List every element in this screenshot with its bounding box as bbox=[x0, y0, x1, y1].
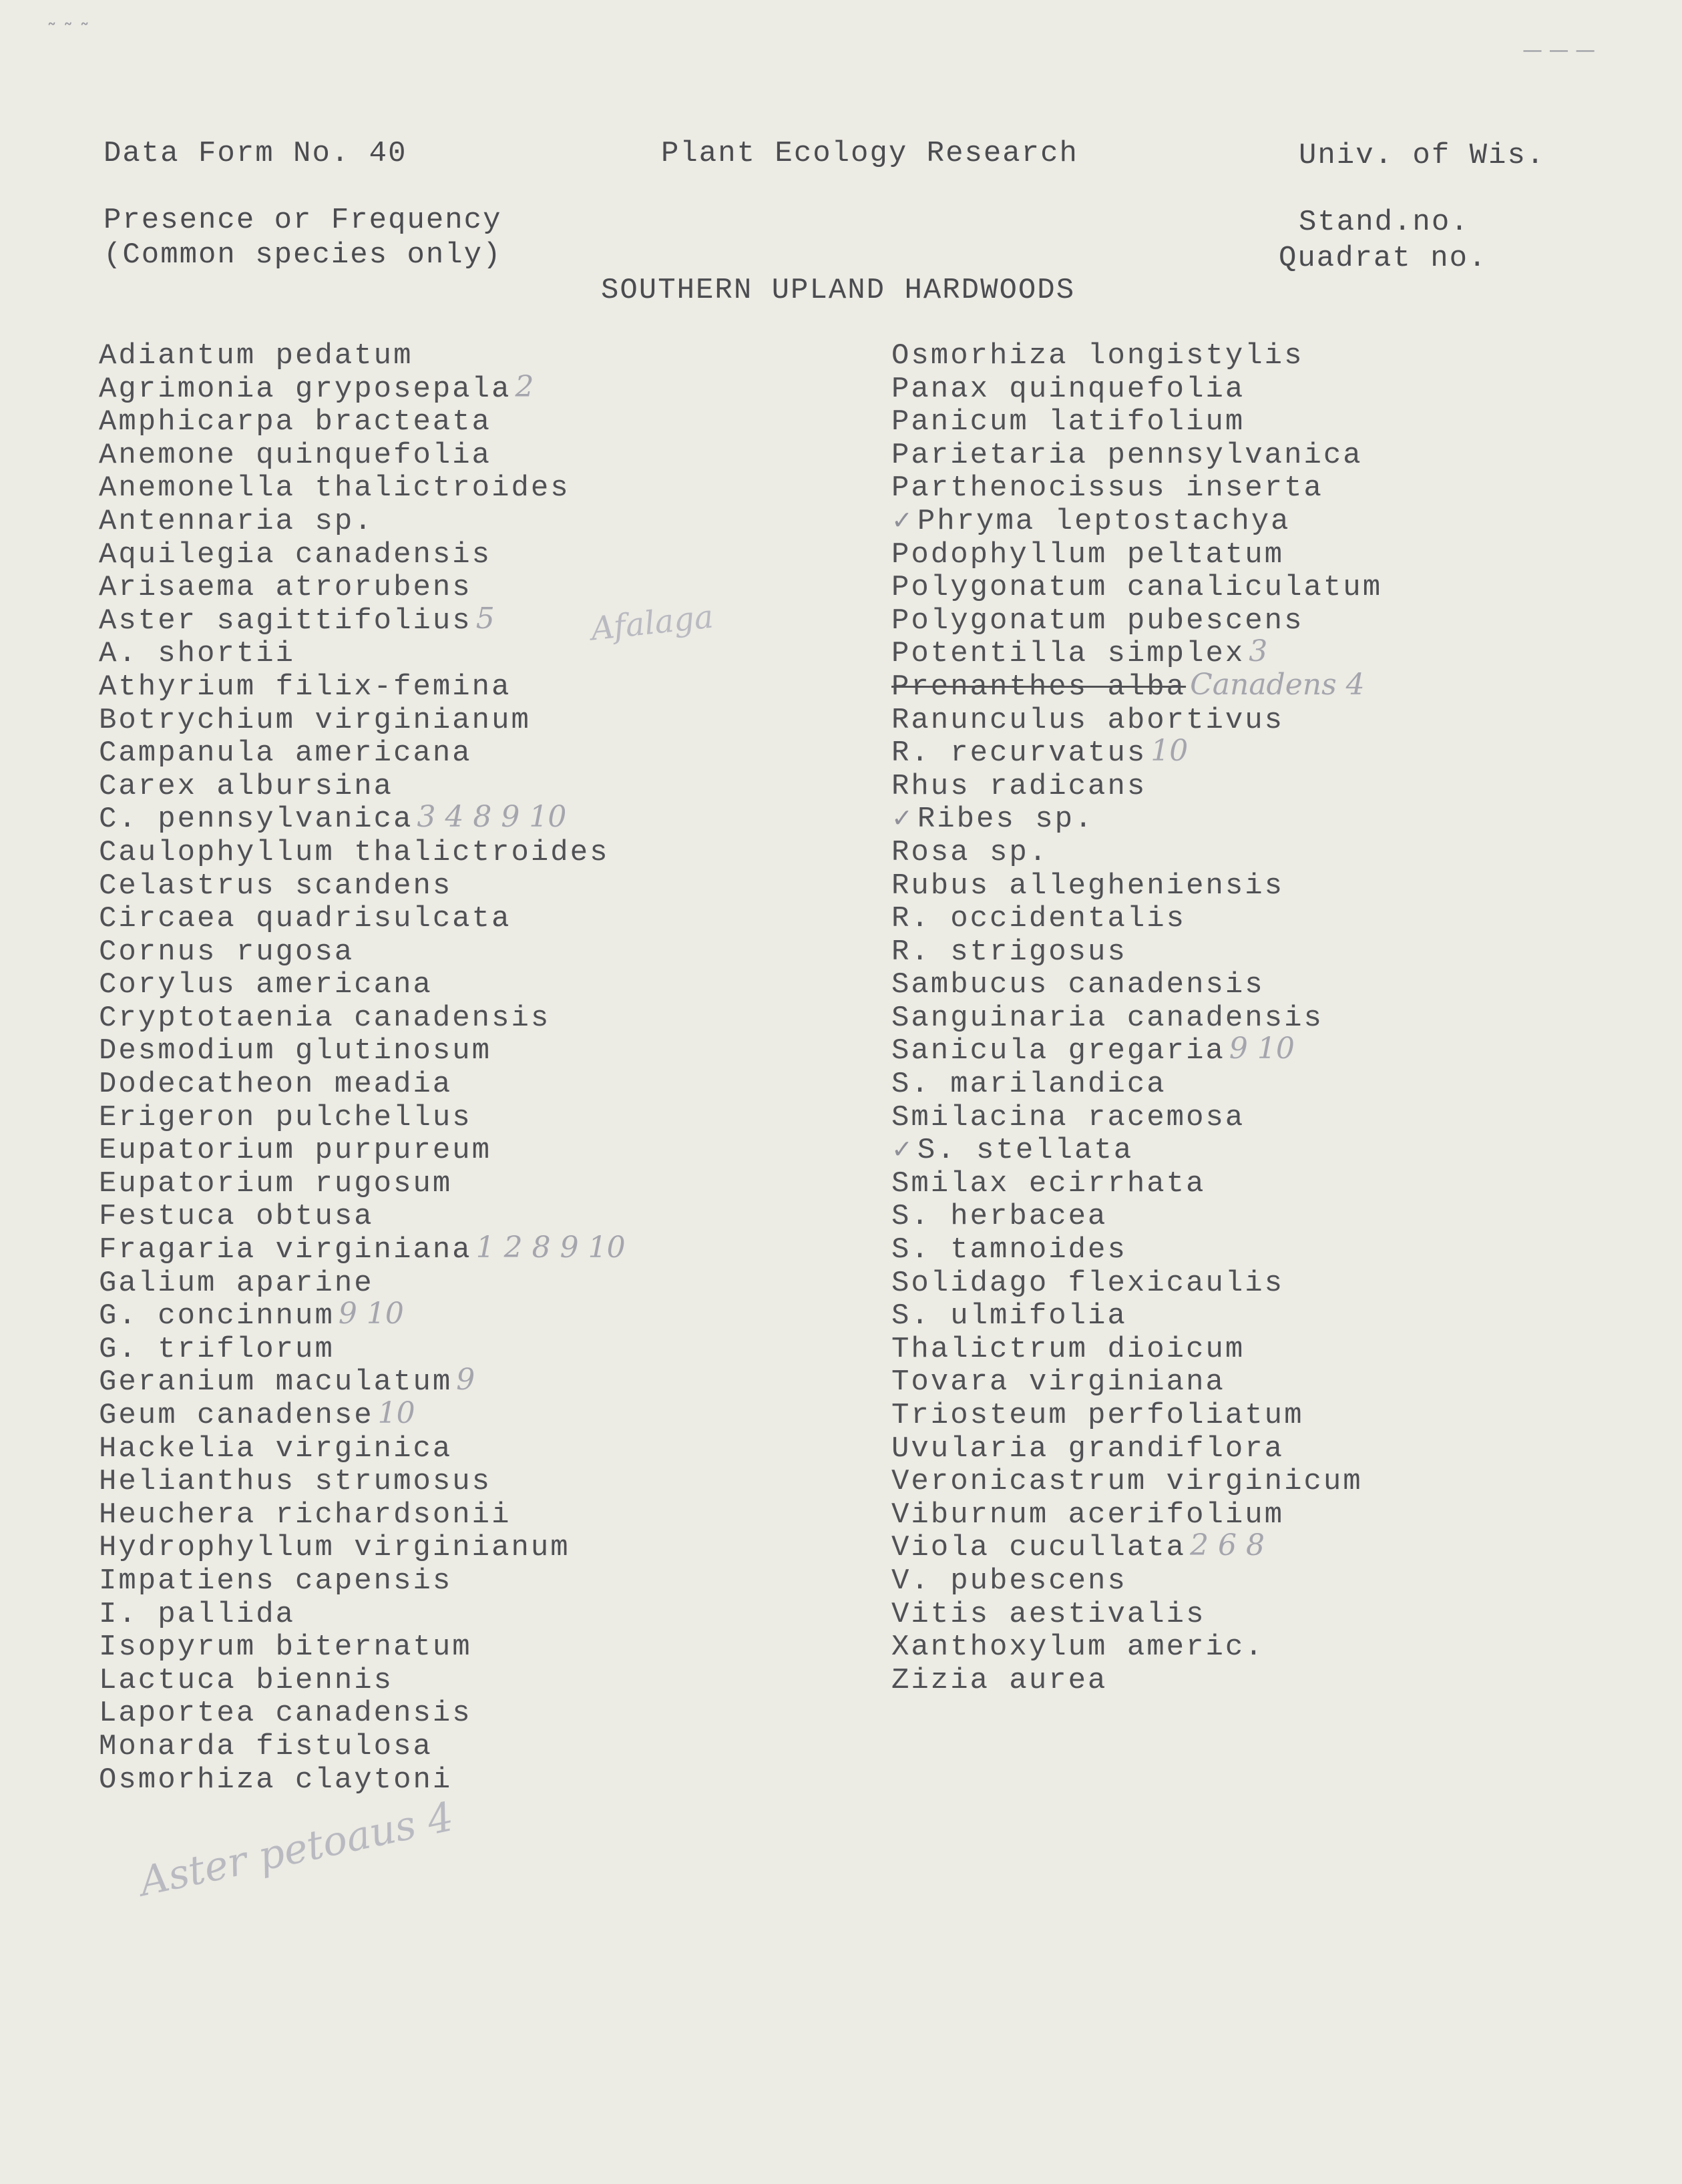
species-row bbox=[99, 1066, 626, 1102]
species-row bbox=[891, 536, 1386, 570]
species-row bbox=[99, 834, 626, 867]
species-row bbox=[99, 1496, 626, 1530]
species-name: Rosa sp. bbox=[891, 835, 1049, 869]
species-row bbox=[891, 734, 1386, 771]
handwritten-quadrat-numbers: 9 bbox=[456, 1363, 475, 1397]
stand-number-label: Stand.no. bbox=[1299, 206, 1470, 239]
species-row bbox=[891, 1397, 1386, 1430]
species-row bbox=[891, 1562, 1386, 1596]
species-row bbox=[891, 1066, 1386, 1102]
species-name: Caulophyllum thalictroides bbox=[99, 835, 610, 869]
species-name: Parietaria pennsylvanica bbox=[891, 438, 1363, 472]
species-name: Celastrus scandens bbox=[99, 869, 453, 903]
species-row bbox=[891, 569, 1386, 605]
handwritten-quadrat-numbers: 10 bbox=[377, 1396, 415, 1430]
species-row bbox=[99, 569, 626, 605]
species-name: Arisaema atrorubens bbox=[99, 571, 472, 605]
species-name: Uvularia grandiflora bbox=[891, 1432, 1285, 1466]
species-row bbox=[99, 668, 626, 702]
species-name: Phryma leptostachya bbox=[917, 504, 1291, 538]
species-name: Hydrophyllum virginianum bbox=[99, 1531, 570, 1565]
species-row bbox=[891, 1430, 1386, 1464]
species-row bbox=[99, 1662, 626, 1695]
form-number: Data Form No. 40 bbox=[103, 137, 407, 170]
species-row bbox=[891, 469, 1386, 503]
species-name: Cornus rugosa bbox=[99, 935, 355, 969]
species-row bbox=[891, 602, 1386, 636]
species-row bbox=[891, 768, 1386, 801]
species-name: Anemone quinquefolia bbox=[99, 438, 492, 472]
species-name: Fragaria virginiana bbox=[99, 1233, 472, 1267]
species-row bbox=[891, 801, 1386, 837]
species-row bbox=[99, 1032, 626, 1066]
species-name: Sambucus canadensis bbox=[891, 968, 1265, 1002]
species-row bbox=[99, 768, 626, 801]
species-name: Vitis aestivalis bbox=[891, 1597, 1206, 1631]
species-name: Ribes sp. bbox=[917, 803, 1094, 837]
species-name: Geranium maculatum bbox=[99, 1365, 453, 1399]
species-name: Viburnum acerifolium bbox=[891, 1498, 1285, 1532]
species-row bbox=[99, 602, 626, 636]
species-name: Polygonatum canaliculatum bbox=[891, 571, 1383, 605]
species-row bbox=[99, 337, 626, 371]
species-row bbox=[891, 403, 1386, 437]
species-name: Zizia aurea bbox=[891, 1663, 1108, 1697]
species-row bbox=[891, 337, 1386, 371]
species-row bbox=[99, 1099, 626, 1132]
species-row bbox=[99, 469, 626, 503]
species-row bbox=[891, 834, 1386, 867]
species-row bbox=[99, 966, 626, 1000]
species-name: Eupatorium rugosum bbox=[99, 1166, 453, 1200]
species-row bbox=[99, 536, 626, 570]
species-row bbox=[891, 702, 1386, 735]
species-name: G. triflorum bbox=[99, 1332, 335, 1366]
species-name: G. concinnum bbox=[99, 1299, 335, 1333]
species-row bbox=[891, 1265, 1386, 1298]
species-row bbox=[891, 668, 1386, 702]
species-name: Osmorhiza claytoni bbox=[99, 1763, 453, 1797]
community-title: SOUTHERN UPLAND HARDWOODS bbox=[601, 274, 1076, 307]
species-name: Botrychium virginianum bbox=[99, 703, 531, 737]
species-row bbox=[99, 1728, 626, 1761]
species-row bbox=[891, 1231, 1386, 1265]
species-name: Desmodium glutinosum bbox=[99, 1034, 492, 1068]
check-mark-icon: ✓ bbox=[891, 505, 915, 535]
species-name: Eupatorium purpureum bbox=[99, 1134, 492, 1168]
handwritten-quadrat-numbers: 5 bbox=[475, 601, 495, 636]
species-row bbox=[99, 1265, 626, 1298]
species-name: Antennaria sp. bbox=[99, 504, 374, 538]
species-row bbox=[99, 371, 626, 404]
species-name: R. occidentalis bbox=[891, 902, 1187, 936]
common-species-label: (Common species only) bbox=[103, 238, 502, 272]
species-name: R. recurvatus bbox=[891, 736, 1147, 771]
species-name: Panicum latifolium bbox=[891, 405, 1245, 439]
species-name: Osmorhiza longistylis bbox=[891, 339, 1304, 373]
species-name: Isopyrum biternatum bbox=[99, 1630, 472, 1665]
species-row bbox=[891, 1132, 1386, 1168]
species-name: Erigeron pulchellus bbox=[99, 1100, 472, 1134]
species-name: Sanicula gregaria bbox=[891, 1034, 1225, 1068]
species-name: Cryptotaenia canadensis bbox=[99, 1001, 551, 1035]
species-name: Galium aparine bbox=[99, 1266, 374, 1300]
species-row bbox=[99, 503, 626, 536]
species-name: Smilax ecirrhata bbox=[891, 1166, 1206, 1200]
species-name: Viola cucullata bbox=[891, 1531, 1187, 1565]
handwritten-quadrat-numbers: 10 bbox=[1150, 734, 1189, 769]
species-name: S. stellata bbox=[917, 1134, 1134, 1168]
species-name: Athyrium filix-femina bbox=[99, 670, 511, 704]
species-name: Xanthoxylum americ. bbox=[891, 1630, 1265, 1665]
corner-mark: — — — bbox=[1522, 39, 1596, 62]
species-name: Helianthus strumosus bbox=[99, 1465, 492, 1499]
species-name: Veronicastrum virginicum bbox=[891, 1465, 1363, 1499]
check-mark-icon: ✓ bbox=[891, 803, 915, 833]
species-name: Rhus radicans bbox=[891, 769, 1147, 803]
species-row bbox=[891, 1331, 1386, 1364]
species-name: Smilacina racemosa bbox=[891, 1100, 1245, 1134]
handwritten-quadrat-numbers: 2 6 8 bbox=[1190, 1528, 1265, 1563]
species-name: Laportea canadensis bbox=[99, 1697, 472, 1731]
species-row bbox=[99, 867, 626, 901]
species-row bbox=[99, 1165, 626, 1198]
handwritten-quadrat-numbers: Canadens 4 bbox=[1190, 667, 1365, 702]
species-row bbox=[99, 1198, 626, 1234]
species-row bbox=[99, 1562, 626, 1596]
species-row bbox=[891, 1628, 1386, 1665]
species-name: Hackelia virginica bbox=[99, 1432, 453, 1466]
bottom-handwritten-note: Aster petoaus 4 bbox=[135, 1793, 458, 1906]
species-row bbox=[891, 437, 1386, 470]
species-name: Adiantum pedatum bbox=[99, 339, 413, 373]
species-name: Podophyllum peltatum bbox=[891, 537, 1285, 572]
species-name: Geum canadense bbox=[99, 1399, 374, 1432]
handwritten-quadrat-numbers: 2 bbox=[515, 369, 534, 404]
species-row bbox=[99, 702, 626, 735]
species-row bbox=[891, 503, 1386, 536]
species-row bbox=[891, 900, 1386, 936]
species-row bbox=[891, 1363, 1386, 1397]
species-row bbox=[891, 867, 1386, 901]
species-row bbox=[891, 1000, 1386, 1033]
species-name: S. tamnoides bbox=[891, 1233, 1127, 1267]
species-name: I. pallida bbox=[99, 1597, 296, 1631]
species-row bbox=[891, 1198, 1386, 1234]
species-name: Triosteum perfoliatum bbox=[891, 1399, 1304, 1432]
species-name: Tovara virginiana bbox=[891, 1365, 1225, 1399]
species-name: S. marilandica bbox=[891, 1068, 1167, 1102]
species-row bbox=[99, 1695, 626, 1731]
species-row bbox=[99, 1430, 626, 1464]
species-name: Carex albursina bbox=[99, 769, 394, 803]
species-row bbox=[891, 1297, 1386, 1331]
species-row bbox=[99, 437, 626, 470]
species-row bbox=[99, 1463, 626, 1499]
species-name: Rubus allegheniensis bbox=[891, 869, 1285, 903]
species-name: Campanula americana bbox=[99, 736, 472, 771]
species-row bbox=[891, 634, 1386, 671]
species-row bbox=[99, 1628, 626, 1665]
species-row bbox=[891, 371, 1386, 404]
species-row bbox=[99, 1761, 626, 1795]
species-name: Heuchera richardsonii bbox=[99, 1498, 511, 1532]
species-name: Panax quinquefolia bbox=[891, 372, 1245, 406]
species-row bbox=[99, 1363, 626, 1397]
species-name: Aquilegia canadensis bbox=[99, 537, 492, 572]
species-name: Festuca obtusa bbox=[99, 1200, 374, 1234]
species-row bbox=[99, 900, 626, 936]
species-row bbox=[99, 1331, 626, 1364]
species-name: S. ulmifolia bbox=[891, 1299, 1127, 1333]
species-name: Monarda fistulosa bbox=[99, 1729, 433, 1763]
form-title: Plant Ecology Research bbox=[661, 137, 1078, 170]
species-row bbox=[99, 1000, 626, 1033]
species-row bbox=[99, 1397, 626, 1430]
species-name: R. strigosus bbox=[891, 935, 1127, 969]
species-row bbox=[891, 933, 1386, 967]
species-row bbox=[99, 800, 626, 837]
species-row bbox=[99, 635, 626, 671]
right-species-column bbox=[891, 337, 1386, 1695]
species-name: Impatiens capensis bbox=[99, 1564, 453, 1598]
species-row bbox=[891, 1032, 1386, 1066]
handwritten-quadrat-numbers: 3 bbox=[1249, 634, 1268, 669]
species-name: Agrimonia gryposepala bbox=[99, 372, 511, 406]
species-row bbox=[891, 1099, 1386, 1132]
species-row bbox=[99, 403, 626, 437]
species-row bbox=[99, 1297, 626, 1331]
species-name: Aster sagittifolius bbox=[99, 604, 472, 638]
species-row bbox=[891, 1463, 1386, 1499]
species-name: Anemonella thalictroides bbox=[99, 471, 570, 505]
species-name: Corylus americana bbox=[99, 968, 433, 1002]
species-name: Dodecatheon meadia bbox=[99, 1068, 453, 1102]
species-name: Ranunculus abortivus bbox=[891, 703, 1285, 737]
handwritten-quadrat-numbers: 3 4 8 9 10 bbox=[417, 800, 567, 835]
handwritten-quadrat-numbers: 9 10 bbox=[338, 1297, 404, 1331]
species-row bbox=[99, 933, 626, 967]
species-name: Prenanthes alba bbox=[891, 670, 1187, 704]
handwritten-quadrat-numbers: 1 2 8 9 10 bbox=[475, 1231, 626, 1265]
species-row bbox=[99, 1529, 626, 1565]
species-name: Sanguinaria canadensis bbox=[891, 1001, 1323, 1035]
species-row bbox=[99, 1596, 626, 1629]
species-name: A. shortii bbox=[99, 637, 296, 671]
species-row bbox=[99, 1132, 626, 1168]
species-row bbox=[99, 734, 626, 771]
quadrat-number-label: Quadrat no. bbox=[1279, 242, 1488, 275]
species-name: Amphicarpa bracteata bbox=[99, 405, 492, 439]
corner-mark: ˜ ˜ ˜ bbox=[47, 20, 90, 43]
species-name: C. pennsylvanica bbox=[99, 803, 413, 837]
university: Univ. of Wis. bbox=[1299, 139, 1546, 172]
species-name: Thalictrum dioicum bbox=[891, 1332, 1245, 1366]
species-name: Circaea quadrisulcata bbox=[99, 902, 511, 936]
species-name: Polygonatum pubescens bbox=[891, 604, 1304, 638]
species-row bbox=[891, 966, 1386, 1000]
handwritten-quadrat-numbers: 9 10 bbox=[1229, 1032, 1295, 1066]
check-mark-icon: ✓ bbox=[891, 1134, 915, 1164]
species-row bbox=[99, 1231, 626, 1265]
species-row bbox=[891, 1662, 1386, 1695]
species-name: Parthenocissus inserta bbox=[891, 471, 1323, 505]
species-row bbox=[891, 1165, 1386, 1198]
left-species-column bbox=[99, 337, 626, 1797]
presence-label: Presence or Frequency bbox=[103, 204, 502, 237]
species-row bbox=[891, 1596, 1386, 1629]
species-name: Potentilla simplex bbox=[891, 637, 1245, 671]
margin-handwritten-note: Afalaga bbox=[589, 598, 715, 648]
species-name: Solidago flexicaulis bbox=[891, 1266, 1285, 1300]
species-row bbox=[891, 1528, 1386, 1565]
species-name: Lactuca biennis bbox=[99, 1663, 394, 1697]
species-name: V. pubescens bbox=[891, 1564, 1127, 1598]
species-name: S. herbacea bbox=[891, 1200, 1108, 1234]
species-row bbox=[891, 1496, 1386, 1530]
